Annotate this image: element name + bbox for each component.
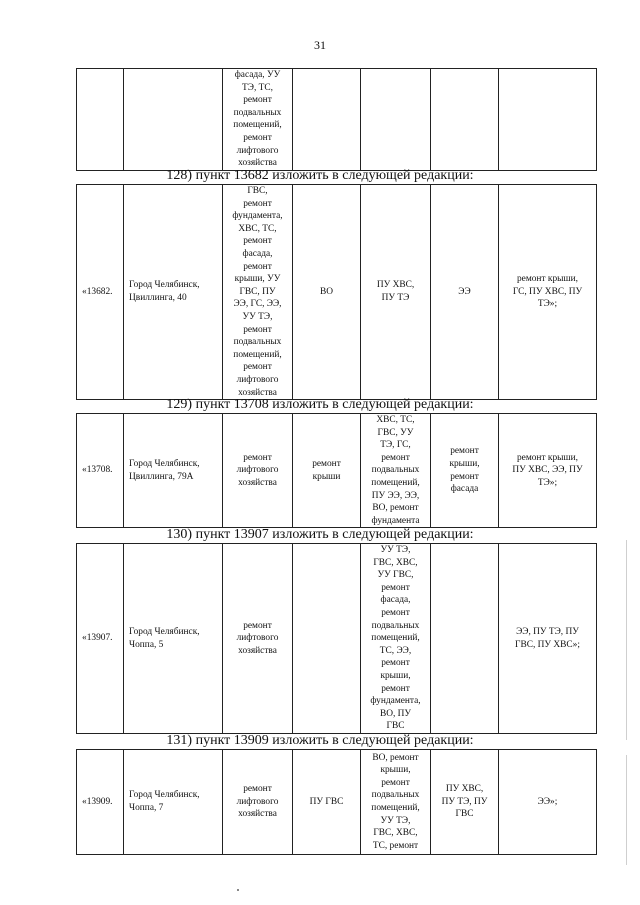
cell-works-1: ремонт лифтового хозяйства [223, 544, 293, 734]
cell-number: «13907. [77, 544, 124, 734]
table-row [77, 544, 597, 734]
cell-works-1: ремонт лифтового хозяйства [223, 414, 293, 528]
table-row [77, 750, 597, 855]
table-row [77, 185, 597, 400]
cell-works-4 [431, 69, 499, 171]
cell-works-3: ХВС, ТС, ГВС, УУ ТЭ, ГС, ремонт подвальных помещений, ПУ ЭЭ, ЭЭ, ВО, ремонт фундамента [361, 414, 431, 528]
cell-number: «13708. [77, 414, 124, 528]
cell-works-2: ВО [293, 185, 361, 400]
cell-works-1: ГВС, ремонт фундамента, ХВС, ТС, ремонт фасада, ремонт крыши, УУ ГВС, ПУ ЭЭ, ГС, ЭЭ, УУ ТЭ, ремонт подвальных помещений, ремонт лифтового хозяйства [223, 185, 293, 400]
cell-works-2: ПУ ГВС [293, 750, 361, 855]
cell-number: «13682. [77, 185, 124, 400]
section-heading: 129) пункт 13708 изложить в следующей редакции: [166, 397, 474, 412]
cell-number: «13909. [77, 750, 124, 855]
cell-works-4: ПУ ХВС, ПУ ТЭ, ПУ ГВС [431, 750, 499, 855]
cell-works-4: ремонт крыши, ремонт фасада [431, 414, 499, 528]
cell-works-3: ПУ ХВС, ПУ ТЭ [361, 185, 431, 400]
cell-works-5: ЭЭ, ПУ ТЭ, ПУ ГВС, ПУ ХВС»; [499, 544, 597, 734]
cell-address: Город Челябинск, Чоппа, 5 [124, 544, 223, 734]
scan-edge-line [626, 755, 627, 865]
cell-works-4: ЭЭ [431, 185, 499, 400]
cell-works-5: ЭЭ»; [499, 750, 597, 855]
table-continuation [76, 68, 597, 171]
cell-works-1: ремонт лифтового хозяйства [223, 750, 293, 855]
cell-works-5 [499, 69, 597, 171]
cell-address [124, 69, 223, 171]
scan-edge-line [626, 540, 627, 740]
page-number: 31 [314, 38, 326, 52]
cell-address: Город Челябинск, Цвиллинга, 40 [124, 185, 223, 400]
cell-address: Город Челябинск, Чоппа, 7 [124, 750, 223, 855]
cell-works-5: ремонт крыши, ПУ ХВС, ЭЭ, ПУ ТЭ»; [499, 414, 597, 528]
cell-works-2: ремонт крыши [293, 414, 361, 528]
section-heading: 131) пункт 13909 изложить в следующей редакции: [166, 733, 474, 748]
cell-works-3 [361, 69, 431, 171]
cell-works-3: УУ ТЭ, ГВС, ХВС, УУ ГВС, ремонт фасада, ремонт подвальных помещений, ТС, ЭЭ, ремонт крыши, ремонт фундамента, ВО, ПУ ГВС [361, 544, 431, 734]
section-heading: 128) пункт 13682 изложить в следующей редакции: [166, 168, 474, 183]
cell-works-4 [431, 544, 499, 734]
table-row [77, 414, 597, 528]
section-heading: 130) пункт 13907 изложить в следующей редакции: [166, 527, 474, 542]
table-13708 [76, 413, 597, 528]
cell-works-5: ремонт крыши, ГС, ПУ ХВС, ПУ ТЭ»; [499, 185, 597, 400]
scan-speck [237, 889, 239, 891]
cell-address: Город Челябинск, Цвиллинга, 79А [124, 414, 223, 528]
cell-number [77, 69, 124, 171]
table-row [77, 69, 597, 171]
cell-works-1: фасада, УУ ТЭ, ТС, ремонт подвальных помещений, ремонт лифтового хозяйства [223, 69, 293, 171]
cell-works-2 [293, 69, 361, 171]
table-13907 [76, 543, 597, 734]
table-13682 [76, 184, 597, 400]
cell-works-3: ВО, ремонт крыши, ремонт подвальных помещений, УУ ТЭ, ГВС, ХВС, ТС, ремонт [361, 750, 431, 855]
cell-works-2 [293, 544, 361, 734]
table-13909 [76, 749, 597, 855]
